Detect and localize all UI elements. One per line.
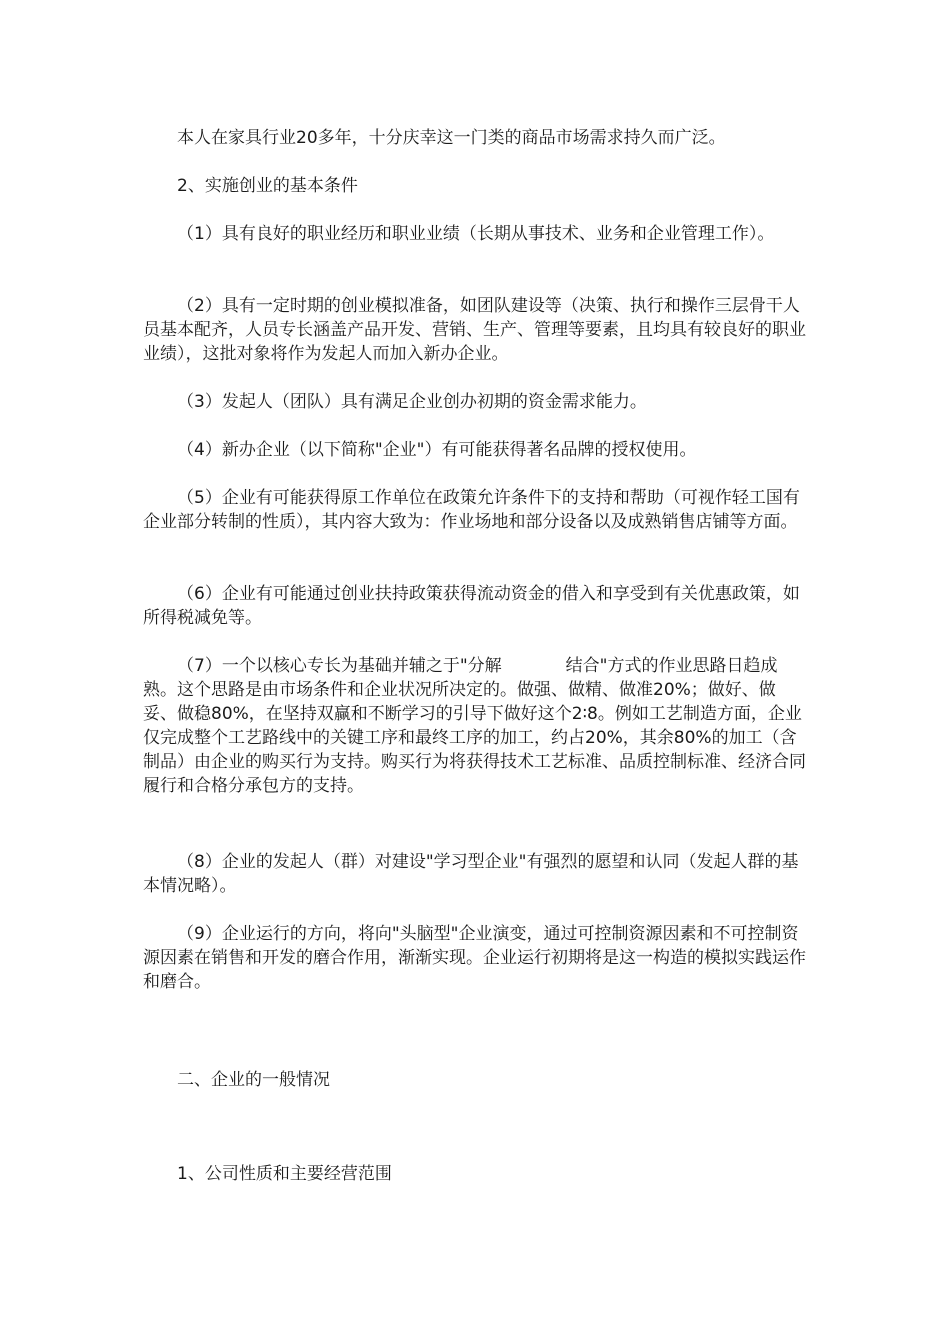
paragraph-condition-6: （6）企业有可能通过创业扶持政策获得流动资金的借入和享受到有关优惠政策，如所得税减免等。 — [143, 584, 800, 628]
paragraph-condition-7-part-1: （7）一个以核心专长为基础并辅之于"分解 — [177, 656, 502, 676]
paragraph-condition-2: （2）具有一定时期的创业模拟准备，如团队建设等（决策、执行和操作三层骨干人员基本配齐，人员专长涵盖产品开发、营销、生产、管理等要素，且均具有较良好的职业业绩），这批对象将作为发起人而加入新办企业。 — [143, 296, 806, 364]
paragraph-condition-9: （9）企业运行的方向，将向"头脑型"企业演变，通过可控制资源因素和不可控制资源因素在销售和开发的磨合作用，渐渐实现。企业运行初期将是这一构造的模拟实践运作和磨合。 — [143, 924, 806, 992]
paragraph-condition-4: （4）新办企业（以下简称"企业"）有可能获得著名品牌的授权使用。 — [177, 440, 697, 460]
paragraph-condition-5: （5）企业有可能获得原工作单位在政策允许条件下的支持和帮助（可视作轻工国有企业部分转制的性质），其内容大致为：作业场地和部分设备以及成熟销售店铺等方面。 — [143, 488, 800, 532]
section-heading-company-overview: 二、企业的一般情况 — [177, 1070, 330, 1090]
paragraph-intro: 本人在家具行业20多年，十分庆幸这一门类的商品市场需求持久而广泛。 — [177, 128, 726, 148]
paragraph-condition-1: （1）具有良好的职业经历和职业业绩（长期从事技术、业务和企业管理工作）。 — [177, 224, 775, 244]
paragraph-condition-7-part-2: 结合"方式的作业思路日趋成熟。这个思路是由市场条件和企业状况所决定的。做强、做精、做准20%；做好、做妥、做稳80%，在坚持双赢和不断学习的引导下做好这个2∶8。例如工艺制造方面，企业仅完成整个工艺路线中的关键工序和最终工序的加工，约占20%，其余80%的加工（含制品）由企业的购买行为支持。购买行为将获得技术工艺标准、品质控制标准、经济合同履行和合格分承包方的支持。 — [143, 656, 806, 796]
paragraph-condition-8: （8）企业的发起人（群）对建设"学习型企业"有强烈的愿望和认同（发起人群的基本情况略）。 — [143, 852, 799, 896]
paragraph-condition-3: （3）发起人（团队）具有满足企业创办初期的资金需求能力。 — [177, 392, 647, 412]
section-heading-basic-conditions: 2、实施创业的基本条件 — [177, 176, 358, 196]
paragraph-condition-7 — [143, 654, 808, 798]
section-heading-company-nature: 1、公司性质和主要经营范围 — [177, 1164, 392, 1184]
